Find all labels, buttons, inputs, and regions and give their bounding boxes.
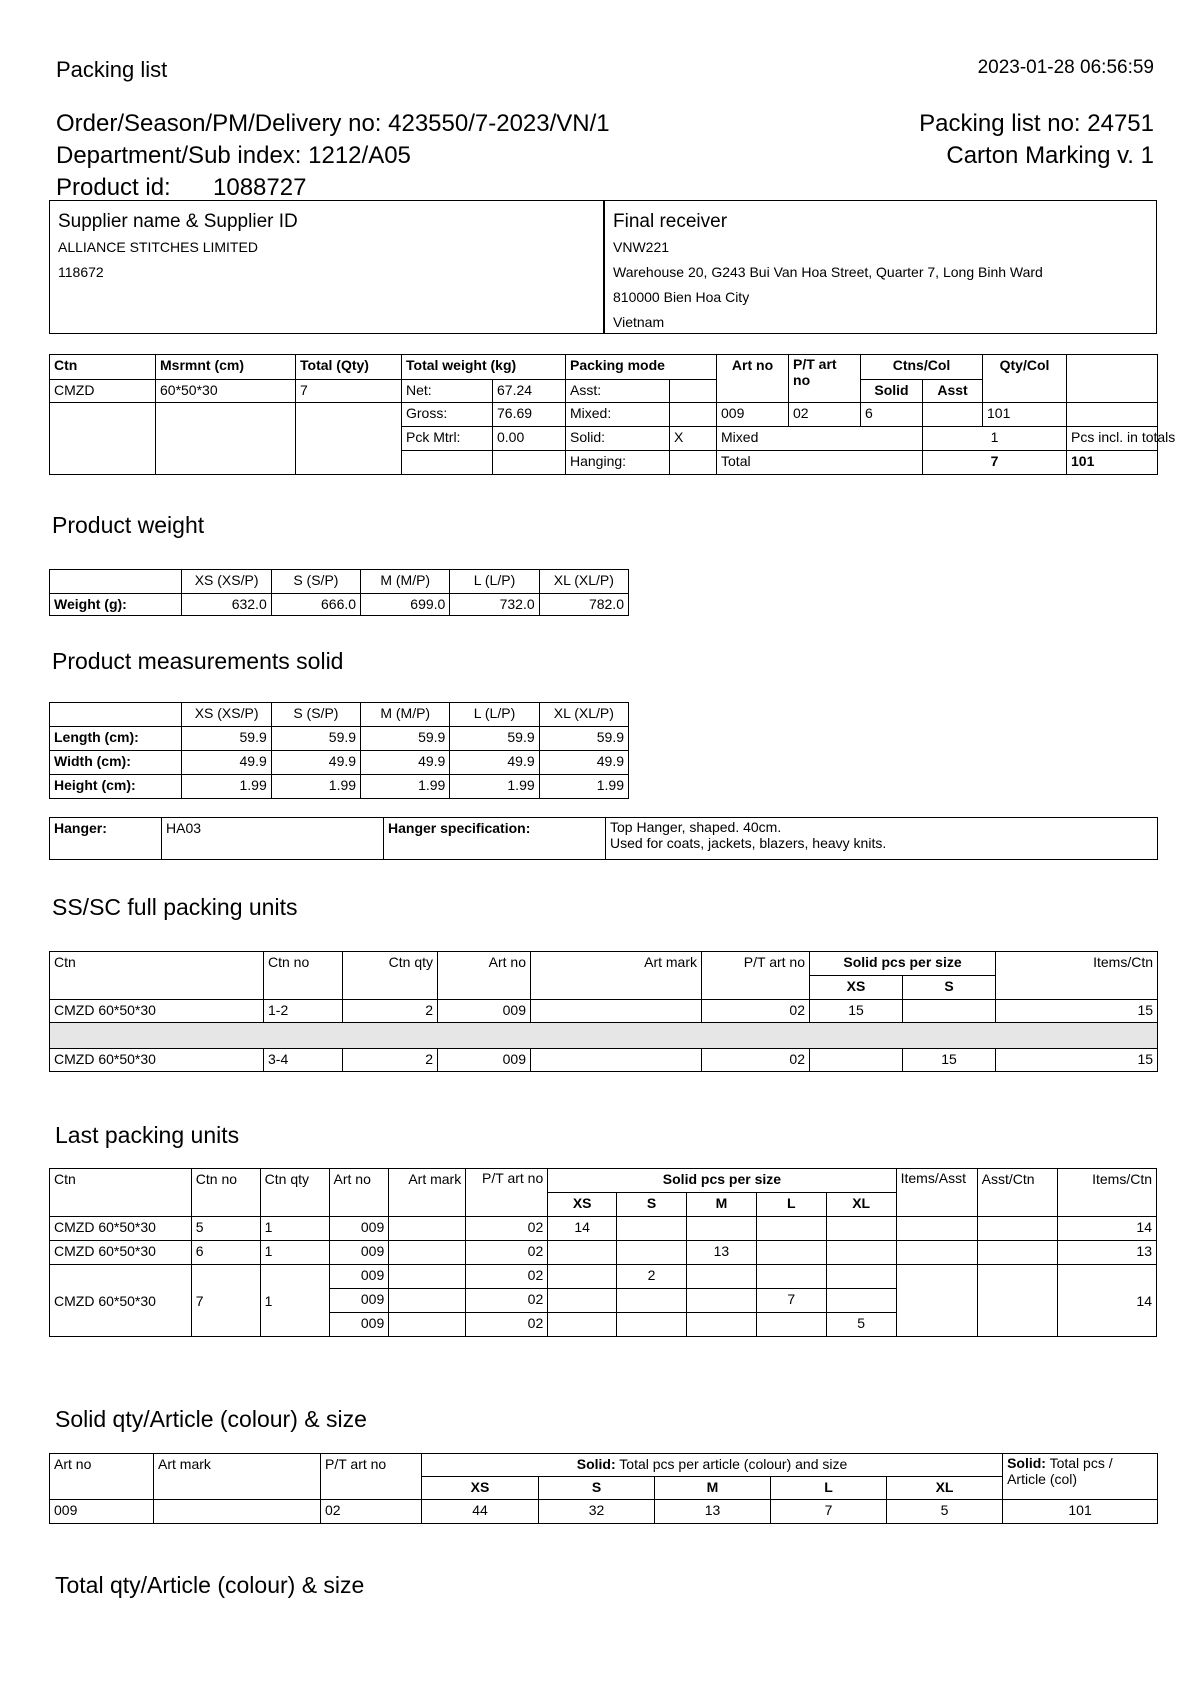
summary-hanging-mark [670,451,717,475]
full-units-table [49,951,1158,1072]
supplier-receiver-box [49,200,1157,334]
lu-r6-ctn-no: 6 [191,1241,260,1265]
lu-r5-art-mark [389,1217,466,1241]
pw-size-xs: XS (XS/P) [182,570,271,594]
lu-r5-items-asst [896,1217,977,1241]
lu-r7a-art-mark [389,1265,466,1289]
fu-r2-art-no: 009 [438,1049,531,1072]
pm-length-s: 59.9 [271,727,360,751]
lu-h-size-xs: XS [548,1193,617,1217]
hanger-label: Hanger: [50,818,162,860]
pw-val-xl: 782.0 [539,594,628,616]
pw-corner [50,570,182,594]
lu-r6-pt-art: 02 [466,1241,548,1265]
summary-h-ctn: Ctn [50,355,156,380]
pm-size-m: M (M/P) [361,703,450,727]
summary-mixed-label: Mixed: [566,403,670,427]
hanger-value: HA03 [162,818,384,860]
fu-r2-xs [810,1049,903,1072]
table-row-separator [50,1023,1158,1049]
sq-h-total-prefix: Solid: [1007,1455,1046,1471]
lu-r5-l [756,1217,826,1241]
summary-hanging-label: Hanging: [566,451,670,475]
measurements-table [49,702,629,799]
fu-h-pt-art: P/T art no [702,952,810,1000]
lu-h-items-ctn: Items/Ctn [1057,1169,1156,1217]
sq-h-size-l: L [771,1477,887,1500]
fu-h-ctn-qty: Ctn qty [343,952,438,1000]
lu-h-ctn-qty: Ctn qty [260,1169,329,1217]
receiver-heading: Final receiver [613,211,728,232]
receiver-address2: 810000 Bien Hoa City [613,289,750,305]
sq-h-total-text: Total pcs / Article (col) [1007,1455,1113,1487]
fu-r2-ctn-no: 3-4 [264,1049,343,1072]
sq-h-total [1003,1454,1158,1500]
lu-h-pt-art: P/T art no [466,1169,548,1217]
lu-r7c-xl: 5 [826,1313,896,1337]
lu-r7-items: 14 [1057,1265,1156,1337]
box-divider [603,201,605,333]
fu-r1-s [903,1000,996,1023]
summary-asst-label: Asst: [566,380,670,403]
pw-val-l: 732.0 [450,594,539,616]
summary-blank4 [402,451,493,475]
summary-table [49,354,1176,475]
summary-extra1 [1067,403,1158,427]
lu-r7a-s: 2 [617,1265,687,1289]
supplier-block [58,209,298,285]
lu-r5-m [686,1217,756,1241]
lu-h-ctn-no: Ctn no [191,1169,260,1217]
summary-solid-label: Solid: [566,427,670,451]
lu-r7a-art-no: 009 [329,1265,389,1289]
lu-r5-ctn-qty: 1 [260,1217,329,1241]
pm-size-xs: XS (XS/P) [182,703,271,727]
sq-h-solid-prefix: Solid: [576,1456,616,1472]
lu-r6-items: 13 [1057,1241,1156,1265]
fu-r2-pt-art: 02 [702,1049,810,1072]
table-row [50,1000,1158,1023]
lu-r6-ctn: CMZD 60*50*30 [50,1241,192,1265]
pm-width-xs: 49.9 [182,751,271,775]
receiver-block [613,209,1043,335]
pm-height-xs: 1.99 [182,775,271,799]
lu-r7b-art-mark [389,1289,466,1313]
lu-r6-art-no: 009 [329,1241,389,1265]
summary-pck-label: Pck Mtrl: [402,427,493,451]
lu-r7b-art-no: 009 [329,1289,389,1313]
table-row [50,1049,1158,1072]
summary-qty-col: 101 [983,403,1067,427]
lu-h-size-l: L [756,1193,826,1217]
pw-size-m: M (M/P) [361,570,450,594]
lu-r6-l [756,1241,826,1265]
hanger-spec [606,818,1158,860]
lu-r7b-xs [548,1289,617,1313]
pm-width-label: Width (cm): [50,751,182,775]
receiver-code: VNW221 [613,239,670,255]
lu-r7a-pt-art: 02 [466,1265,548,1289]
lu-h-solid-pcs: Solid pcs per size [548,1169,896,1193]
lu-h-size-xl: XL [826,1193,896,1217]
sq-h-art-mark: Art mark [154,1454,321,1500]
summary-pcs-incl: Pcs incl. in totals [1067,427,1158,451]
table-row [50,1265,1157,1289]
receiver-country: Vietnam [613,314,665,330]
lu-h-size-s: S [617,1193,687,1217]
pm-width-m: 49.9 [361,751,450,775]
lu-r5-pt-art: 02 [466,1217,548,1241]
lu-r5-xl [826,1217,896,1241]
fu-h-size-s: S [903,976,996,1000]
lu-r7a-xs [548,1265,617,1289]
lu-r5-asst-ctn [977,1217,1057,1241]
receiver-address1: Warehouse 20, G243 Bui Van Hoa Street, Quarter 7, Long Binh Ward [613,264,1043,280]
summary-mixed-count: 1 [923,427,1067,451]
solid-qty-title: Solid qty/Article (colour) & size [55,1406,367,1432]
fu-r1-ctn-no: 1-2 [264,1000,343,1023]
summary-ctns-asst [923,403,983,427]
hanger-table [49,817,1158,860]
pw-val-s: 666.0 [271,594,360,616]
pw-val-m: 699.0 [361,594,450,616]
sq-m: 13 [655,1500,771,1524]
summary-h-art-no: Art no [717,355,789,403]
lu-h-asst-ctn: Asst/Ctn [977,1169,1057,1217]
summary-h-asst: Asst [923,380,983,403]
lu-r7c-pt-art: 02 [466,1313,548,1337]
table-row [50,1500,1158,1524]
product-weight-title: Product weight [52,512,205,538]
summary-total: Total [717,451,923,475]
summary-h-msrmnt: Msrmnt (cm) [156,355,296,380]
sq-h-solid [422,1454,1003,1477]
summary-h-ctns-col: Ctns/Col [861,355,983,380]
lu-r7b-l: 7 [756,1289,826,1313]
product-id-label: Product id: [56,174,171,201]
sq-h-pt-art: P/T art no [321,1454,422,1500]
fu-r1-pt-art: 02 [702,1000,810,1023]
summary-msrmnt: 60*50*30 [156,380,296,403]
lu-r6-xl [826,1241,896,1265]
lu-r5-ctn-no: 5 [191,1217,260,1241]
pm-height-l: 1.99 [450,775,539,799]
lu-r7b-xl [826,1289,896,1313]
measurements-title: Product measurements solid [52,648,344,674]
lu-r6-ctn-qty: 1 [260,1241,329,1265]
lu-r6-items-asst [896,1241,977,1265]
lu-r7a-m [686,1265,756,1289]
lu-h-items-asst: Items/Asst [896,1169,977,1217]
lu-r7c-m [686,1313,756,1337]
sq-pt-art: 02 [321,1500,422,1524]
pm-width-s: 49.9 [271,751,360,775]
summary-net-label: Net: [402,380,493,403]
pm-size-s: S (S/P) [271,703,360,727]
fu-r2-s: 15 [903,1049,996,1072]
sq-s: 32 [539,1500,655,1524]
hanger-spec-line2: Used for coats, jackets, blazers, heavy knits. [610,835,887,851]
pm-length-label: Length (cm): [50,727,182,751]
packing-list-no: Packing list no: 24751 [919,110,1154,137]
summary-h-qty-col: Qty/Col [983,355,1067,403]
carton-marking: Carton Marking v. 1 [946,142,1154,169]
pm-height-m: 1.99 [361,775,450,799]
table-row [50,1217,1157,1241]
sq-xl: 5 [887,1500,1003,1524]
pm-height-xl: 1.99 [539,775,628,799]
fu-r1-ctn-qty: 2 [343,1000,438,1023]
sq-xs: 44 [422,1500,539,1524]
lu-r7c-art-mark [389,1313,466,1337]
lu-r6-xs [548,1241,617,1265]
summary-blank1 [50,403,156,475]
fu-r1-art-mark [531,1000,702,1023]
supplier-heading: Supplier name & Supplier ID [58,211,298,232]
last-units-title: Last packing units [55,1122,240,1148]
sq-total: 101 [1003,1500,1158,1524]
lu-r6-m: 13 [686,1241,756,1265]
print-datetime: 2023-01-28 06:56:59 [977,57,1154,78]
lu-r7b-s [617,1289,687,1313]
sq-art-no: 009 [50,1500,154,1524]
summary-gross: 76.69 [493,403,566,427]
fu-h-size-xs: XS [810,976,903,1000]
summary-h-solid: Solid [861,380,923,403]
pm-height-s: 1.99 [271,775,360,799]
lu-h-art-mark: Art mark [389,1169,466,1217]
pm-size-xl: XL (XL/P) [539,703,628,727]
supplier-id: 118672 [58,264,104,280]
last-units-table [49,1168,1157,1337]
fu-h-solid-pcs: Solid pcs per size [810,952,996,976]
pm-size-l: L (L/P) [450,703,539,727]
lu-r7-ctn: CMZD 60*50*30 [50,1265,192,1337]
summary-mixed-mark [670,403,717,427]
lu-r7b-pt-art: 02 [466,1289,548,1313]
sq-h-size-s: S [539,1477,655,1500]
summary-empty [1067,355,1158,403]
summary-blank3 [296,403,402,475]
pm-length-m: 59.9 [361,727,450,751]
lu-r5-items: 14 [1057,1217,1156,1241]
lu-r7c-l [756,1313,826,1337]
product-weight-table [49,569,629,616]
lu-r7a-l [756,1265,826,1289]
summary-ctns-solid: 6 [861,403,923,427]
sq-h-art-no: Art no [50,1454,154,1500]
summary-h-pt-art: P/T art no [789,355,861,403]
fu-r2-ctn-qty: 2 [343,1049,438,1072]
sq-h-size-xs: XS [422,1477,539,1500]
fu-separator [50,1023,1158,1049]
fu-r2-art-mark [531,1049,702,1072]
sq-h-size-xl: XL [887,1477,1003,1500]
fu-r2-items: 15 [996,1049,1158,1072]
pw-val-xs: 632.0 [182,594,271,616]
summary-h-packing-mode: Packing mode [566,355,717,380]
summary-pck: 0.00 [493,427,566,451]
table-row [50,1241,1157,1265]
fu-r1-xs: 15 [810,1000,903,1023]
pm-length-xl: 59.9 [539,727,628,751]
total-qty-title: Total qty/Article (colour) & size [55,1572,365,1598]
supplier-name: ALLIANCE STITCHES LIMITED [58,239,258,255]
sq-h-size-m: M [655,1477,771,1500]
summary-pt-art: 02 [789,403,861,427]
summary-net: 67.24 [493,380,566,403]
summary-total-qty-col: 101 [1067,451,1158,475]
solid-qty-table [49,1453,1158,1524]
pw-size-s: S (S/P) [271,570,360,594]
pw-label: Weight (g): [50,594,182,616]
hanger-spec-label: Hanger specification: [384,818,606,860]
pm-height-label: Height (cm): [50,775,182,799]
lu-r6-art-mark [389,1241,466,1265]
pw-size-xl: XL (XL/P) [539,570,628,594]
fu-r2-ctn: CMZD 60*50*30 [50,1049,264,1072]
summary-solid-mark: X [670,427,717,451]
product-id: 1088727 [213,174,307,201]
lu-r7c-xs [548,1313,617,1337]
pw-size-l: L (L/P) [450,570,539,594]
fu-r1-ctn: CMZD 60*50*30 [50,1000,264,1023]
summary-blank2 [156,403,296,475]
lu-r7-ctn-no: 7 [191,1265,260,1337]
summary-blank5 [493,451,566,475]
lu-h-size-m: M [686,1193,756,1217]
lu-h-ctn: Ctn [50,1169,192,1217]
hanger-spec-line1: Top Hanger, shaped. 40cm. [610,819,782,835]
summary-art-no: 009 [717,403,789,427]
lu-r7c-s [617,1313,687,1337]
department-line: Department/Sub index: 1212/A05 [56,142,411,169]
lu-r7b-m [686,1289,756,1313]
summary-ctn: CMZD [50,380,156,403]
fu-r1-items: 15 [996,1000,1158,1023]
lu-r6-asst-ctn [977,1241,1057,1265]
full-units-title: SS/SC full packing units [52,894,298,920]
fu-h-art-no: Art no [438,952,531,1000]
lu-r7-asst-ctn [977,1265,1057,1337]
order-line: Order/Season/PM/Delivery no: 423550/7-2023/VN/1 [56,110,610,137]
summary-h-total-weight: Total weight (kg) [402,355,566,380]
pm-length-xs: 59.9 [182,727,271,751]
summary-total-count: 7 [923,451,1067,475]
page-title: Packing list [56,57,168,82]
summary-asst-mark [670,380,717,403]
lu-r5-xs: 14 [548,1217,617,1241]
lu-r5-art-no: 009 [329,1217,389,1241]
fu-h-ctn: Ctn [50,952,264,1000]
summary-total-qty: 7 [296,380,402,403]
sq-h-solid-text: Total pcs per article (colour) and size [615,1456,848,1472]
lu-r6-s [617,1241,687,1265]
lu-h-art-no: Art no [329,1169,389,1217]
sq-l: 7 [771,1500,887,1524]
fu-h-art-mark: Art mark [531,952,702,1000]
lu-r5-ctn: CMZD 60*50*30 [50,1217,192,1241]
lu-r7a-xl [826,1265,896,1289]
lu-r5-s [617,1217,687,1241]
pm-corner [50,703,182,727]
summary-gross-label: Gross: [402,403,493,427]
fu-h-items: Items/Ctn [996,952,1158,1000]
lu-r7-items-asst [896,1265,977,1337]
lu-r7c-art-no: 009 [329,1313,389,1337]
summary-h-total-qty: Total (Qty) [296,355,402,380]
lu-r7-ctn-qty: 1 [260,1265,329,1337]
pm-length-l: 59.9 [450,727,539,751]
pm-width-l: 49.9 [450,751,539,775]
sq-art-mark [154,1500,321,1524]
pm-width-xl: 49.9 [539,751,628,775]
fu-r1-art-no: 009 [438,1000,531,1023]
summary-mixed: Mixed [717,427,923,451]
fu-h-ctn-no: Ctn no [264,952,343,1000]
